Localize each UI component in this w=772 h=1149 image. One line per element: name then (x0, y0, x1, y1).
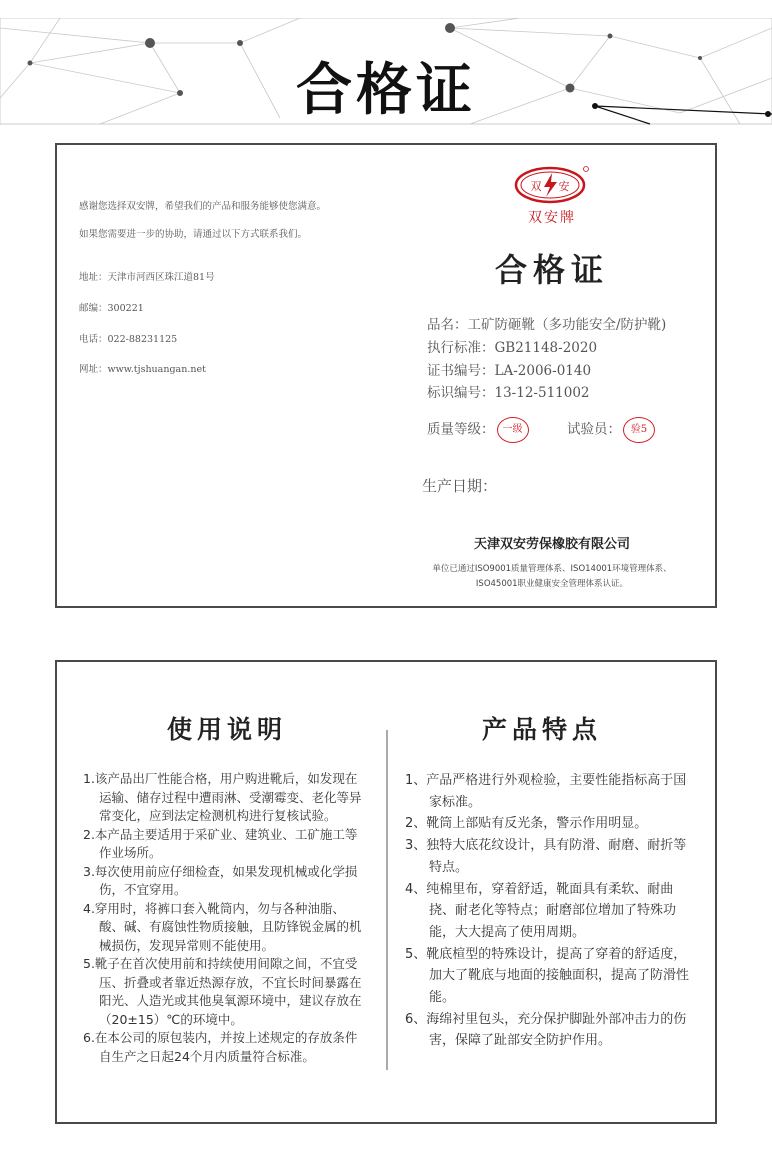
list-item: 3、独特大底花纹设计，具有防滑、耐磨、耐折等特点。 (405, 838, 687, 875)
brand-name: 双安牌 (528, 210, 576, 226)
banner-title: 合格证 (296, 58, 476, 123)
greeting-line: 感谢您选择双安牌，希望我们的产品和服务能够使您满意。 (79, 201, 327, 212)
brand-logo (512, 163, 592, 205)
certificate-card (55, 143, 717, 608)
list-item: 3.每次使用前应仔细检查，如果发现机械或化学损伤，不宜穿用。 (83, 863, 358, 897)
inspector: 试验员： 验5 (567, 417, 655, 443)
list-item: 5.靴子在首次使用前和持续使用间隙之间，不宜受压、折叠或者靠近热源存放，不宜长时间暴露在阳光、人造光或其他臭氧源环境中，建议存放在（20±15）℃的环境中。 (83, 956, 362, 1027)
list-item: 5、靴底楦型的特殊设计，提高了穿着的舒适度，加大了靴底与地面的接触面积，提高了防滑性能。 (405, 946, 690, 1006)
shuangan-logo-icon (512, 163, 592, 205)
features-list (405, 770, 690, 1052)
certification-note: 单位已通过ISO9001质量管理体系、ISO14001环境管理体系、 (432, 564, 672, 574)
quality-stamp: 一级 (497, 417, 529, 443)
header-banner (0, 18, 772, 128)
contact-postcode: 邮编：300221 (79, 303, 144, 314)
greeting-line: 如果您需要进一步的协助，请通过以下方式联系我们。 (79, 229, 308, 240)
list-item: 1、产品严格进行外观检验，主要性能指标高于国家标准。 (405, 773, 687, 810)
column-divider (386, 730, 388, 1070)
quality-grade: 质量等级： 一级 (427, 417, 529, 443)
instructions-card (55, 660, 717, 1124)
instructions-list (83, 770, 368, 1066)
field-certificate-number: 证书编号：LA-2006-0140 (427, 363, 592, 379)
list-item: 1.该产品出厂性能合格，用户购进靴后，如发现在运输、储存过程中遭雨淋、受潮霉变、老化等异常变化，应到法定检测机构进行复核试验。 (83, 771, 362, 823)
list-item: 6、海绵衬里包头，充分保护脚趾外部冲击力的伤害，保障了趾部安全防护作用。 (405, 1011, 687, 1049)
instructions-title: 使用说明 (166, 715, 287, 744)
features-title: 产品特点 (481, 715, 602, 744)
production-date: 生产日期： (422, 477, 498, 495)
contact-address: 地址：天津市河西区珠江道81号 (79, 272, 215, 283)
list-item: 2.本产品主要适用于采矿业、建筑业、工矿施工等作业场所。 (83, 826, 358, 860)
field-product-name: 品名：工矿防砸靴（多功能安全/防护靴) (427, 317, 667, 333)
contact-phone: 电话：022-88231125 (79, 334, 178, 345)
list-item: 2、靴筒上部贴有反光条，警示作用明显。 (405, 816, 648, 832)
svg-text:双: 双 (530, 180, 542, 193)
list-item: 4、纯棉里布，穿着舒适，靴面具有柔软、耐曲挠、耐老化等特点；耐磨部位增加了特殊功能，大大提高了使用周期。 (405, 881, 677, 940)
company-name: 天津双安劳保橡胶有限公司 (473, 537, 630, 552)
inspector-stamp: 验5 (623, 417, 655, 443)
certification-note: ISO45001职业健康安全管理体系认证。 (475, 579, 629, 589)
field-standard: 执行标准：GB21148-2020 (427, 340, 598, 356)
field-identification-number: 标识编号：13-12-511002 (427, 385, 590, 401)
list-item: 4.穿用时，将裤口套入靴筒内，勿与各种油脂、酸、碱、有腐蚀性物质接触，且防锋锐金属的机械损伤，发现异常则不能使用。 (83, 900, 362, 953)
contact-website: 网址：www.tjshuangan.net (79, 364, 206, 375)
list-item: 6.在本公司的原包装内，并按上述规定的存放条件自生产之日起24个月内质量符合标准。 (83, 1030, 358, 1064)
certificate-title: 合格证 (494, 251, 609, 289)
svg-text:安: 安 (558, 180, 570, 193)
